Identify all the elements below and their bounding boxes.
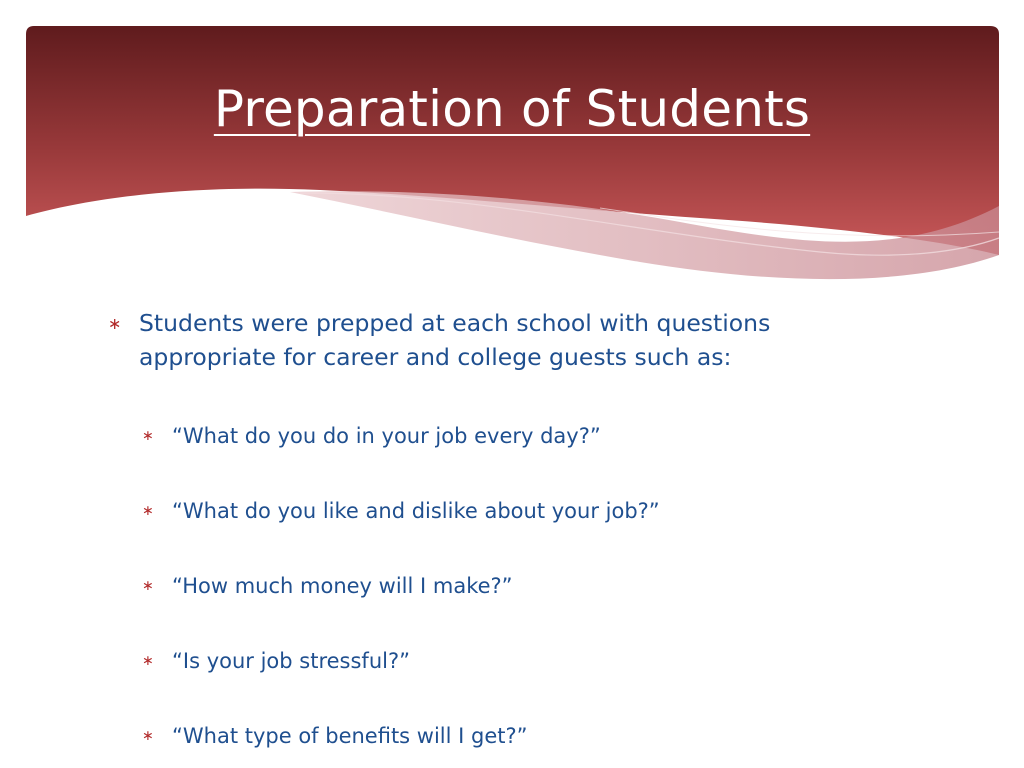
- slide-title-text: Preparation of Students: [213, 80, 811, 138]
- main-bullet: [108, 306, 868, 374]
- sub-bullet-text: “What type of benefits will I get?”: [172, 724, 528, 748]
- sub-bullet-text: “What do you like and dislike about your job?”: [172, 499, 660, 523]
- bullet-asterisk-icon: ∗: [142, 503, 154, 519]
- main-bullet-text: Students were prepped at each school with questions appropriate for career and college guests such as:: [139, 309, 771, 371]
- bullet-asterisk-icon: ∗: [142, 653, 154, 669]
- sub-bullet: [142, 571, 902, 601]
- sub-bullet-text: “What do you do in your job every day?”: [172, 424, 601, 448]
- sub-bullet: [142, 721, 902, 751]
- bullet-asterisk-icon: ∗: [108, 314, 122, 333]
- bullet-asterisk-icon: ∗: [142, 428, 154, 444]
- sub-bullet-text: “Is your job stressful?”: [172, 649, 410, 673]
- sub-bullet: [142, 421, 902, 451]
- bullet-asterisk-icon: ∗: [142, 578, 154, 594]
- sub-bullet: [142, 646, 902, 676]
- sub-bullet-text: “How much money will I make?”: [172, 574, 513, 598]
- bullet-asterisk-icon: ∗: [142, 728, 154, 744]
- sub-bullet: [142, 496, 902, 526]
